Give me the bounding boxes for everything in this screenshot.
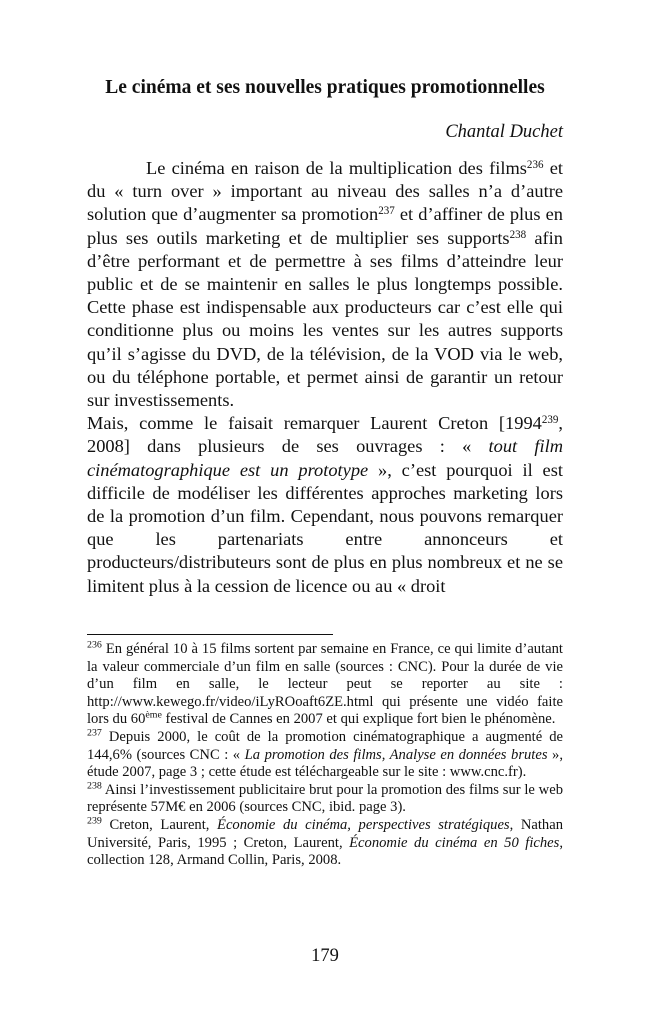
text: et du « turn over » important au niveau des salles n’a d’autre solution que d’augmenter sa promotion	[87, 158, 563, 225]
quotation: tout film cinématographique est un prototype	[87, 436, 563, 480]
footnote-239	[87, 817, 563, 870]
book-title: Économie du cinéma en 50 fiches	[349, 834, 560, 851]
text: et d’affiner de plus en plus ses outils marketing et de multiplier ses supports	[87, 204, 564, 248]
footnote-ref-238[interactable]: 238	[509, 228, 527, 241]
footnote-url[interactable]: http://www.kewego.fr/video/iLyROoaft6ZE.html	[87, 693, 374, 710]
footnote-number: 239	[87, 815, 102, 827]
text: Ainsi l’investissement publicitaire brut pour la promotion des films sur le web représente 57M€ en 2006 (sources CNC, ibid. page 3).	[87, 781, 563, 816]
text: festival de Cannes en 2007 et qui explique fort bien le phénomène.	[161, 711, 556, 728]
paragraph-2	[87, 412, 563, 598]
footnotes	[87, 641, 563, 870]
study-title: La promotion des films, Analyse en données brutes	[244, 746, 548, 763]
text: Mais, comme le faisait remarquer Laurent Creton [1994	[87, 413, 542, 434]
author-name: Chantal Duchet	[445, 122, 563, 142]
text: Creton, Laurent,	[101, 816, 218, 833]
paragraph-1	[87, 157, 563, 412]
footnote-number: 236	[87, 639, 102, 651]
text: , 2008] dans plusieurs de ses ouvrages : «	[87, 413, 563, 457]
text: qui présente une vidéo faite lors du 60	[87, 693, 563, 728]
footnote-237	[87, 729, 563, 782]
text: Le cinéma en raison de la multiplication des films	[146, 158, 527, 178]
text: Depuis 2000, le coût de la promotion cinématographique a augmenté de 144,6% (sources CNC : «	[87, 728, 563, 763]
text: , collection 128, Armand Collin, Paris, 2008.	[87, 834, 563, 869]
footnote-ref-236[interactable]: 236	[526, 158, 544, 171]
ordinal-suffix: ème	[145, 709, 162, 721]
text: », étude 2007, page 3 ; cette étude est téléchargeable sur le site : www.cnc.fr).	[87, 746, 563, 781]
page-number: 179	[311, 946, 339, 966]
footnote-number: 238	[87, 780, 102, 792]
footnote-236	[87, 641, 563, 729]
page-title: Le cinéma et ses nouvelles pratiques promotionnelles	[105, 77, 545, 98]
footnote-238	[87, 782, 563, 817]
footnote-number: 237	[87, 727, 102, 739]
book-title: Économie du cinéma, perspectives stratégiques	[217, 816, 510, 833]
footnote-ref-237[interactable]: 237	[378, 205, 395, 218]
body-text	[87, 157, 563, 598]
text: , Nathan Université, Paris, 1995 ; Creton, Laurent,	[87, 816, 563, 851]
text: afin d’être performant et de permettre à ses films d’atteindre leur public et de se maintenir en salles le plus longtemps possible. Cette phase est indispensable aux producteurs car c’est elle qui conditionne plus ou moins les ventes sur les autres supports qu’il s’agisse du DVD, de la télévision, de la VOD via le web, ou du téléphone portable, et permet ainsi de garantir un retour sur investissements.	[87, 227, 563, 411]
footnote-separator	[87, 634, 333, 635]
text: En général 10 à 15 films sortent par semaine en France, ce qui limite d’autant la valeur commerciale d’un film en salle (sources : CNC). Pour la durée de vie d’un film en salle, le lecteur peut se reporter au site :	[87, 641, 563, 693]
footnote-ref-239[interactable]: 239	[541, 414, 559, 427]
text: », c’est pourquoi il est difficile de modéliser les différentes approches marketing lors de la promotion d’un film. Cependant, nous pouvons remarquer que les partenariats entre annonceurs et producteurs/distributeurs sont de plus en plus nombreux et ne se limitent plus à la cession de licence ou au « droit	[87, 459, 563, 596]
